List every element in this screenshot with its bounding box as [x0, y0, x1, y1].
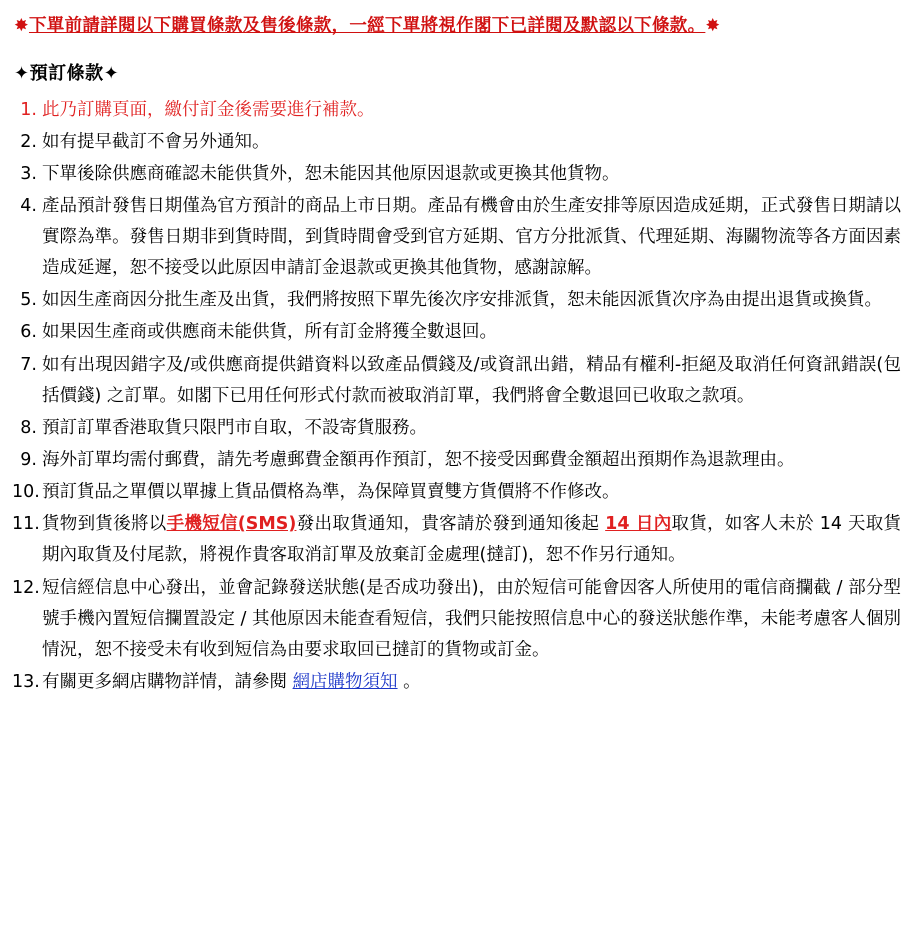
term-text: 如果因生產商或供應商未能供貨，所有訂金將獲全數退回。	[42, 322, 497, 343]
term-item	[12, 159, 901, 190]
term-text	[42, 509, 901, 571]
term-number: 7.	[20, 354, 37, 375]
term-text: 如有提早截訂不會另外通知。	[42, 131, 270, 152]
emphasis-text: 14 日內	[605, 514, 672, 535]
terms-list	[8, 95, 905, 699]
term-item	[12, 445, 901, 476]
term-item	[12, 191, 901, 284]
term-number: 13.	[12, 672, 40, 693]
term-text: 短信經信息中心發出，並會記錄發送狀態(是否成功發出)，由於短信可能會因客人所使用的電信商攔截 / 部分型號手機內置短信攔置設定 / 其他原因未能查看短信，我們只能按照信息中心的發送狀態作準，未能考慮客人個別情況，恕不接受未有收到短信為由要求取回已撻訂的貨物或訂金。	[42, 577, 901, 660]
term-number: 4.	[20, 195, 37, 216]
term-text-part: 。	[397, 672, 421, 693]
term-number: 6.	[20, 322, 37, 343]
term-text-part: 取貨，如客人未於 14 天取貨期內取貨及付尾款，將視作貴客取消訂單及放棄訂金處理(撻訂)，恕不作另行通知。	[42, 514, 901, 566]
term-text	[42, 667, 901, 698]
term-item	[12, 477, 901, 508]
term-text: 產品預計發售日期僅為官方預計的商品上市日期。產品有機會由於生產安排等原因造成延期，正式發售日期請以實際為準。發售日期非到貨時間，到貨時間會受到官方延期、官方分批派貨、代理延期、海關物流等各方面因素造成延遲，恕不接受以此原因申請訂金退款或更換其他貨物，感謝諒解。	[42, 195, 901, 279]
term-number: 12.	[12, 577, 40, 598]
term-item	[12, 317, 901, 348]
term-item	[12, 350, 901, 412]
term-text-part: 有關更多網店購物詳情，請參閱	[42, 672, 293, 693]
term-text: 如有出現因錯字及/或供應商提供錯資料以致產品價錢及/或資訊出錯，精品有權利-拒絕及取消任何資訊錯誤(包括價錢) 之訂單。如閣下已用任何形式付款而被取消訂單，我們將會全數退回已收取之款項。	[42, 354, 901, 406]
star-right-icon: ✸	[705, 16, 721, 36]
emphasis-text: 手機短信(SMS)	[166, 514, 297, 535]
term-item	[12, 509, 901, 571]
shop-guide-link[interactable]: 網店購物須知	[292, 672, 398, 693]
term-item	[12, 573, 901, 666]
term-number: 11.	[12, 514, 40, 535]
term-number: 9.	[20, 450, 37, 471]
term-number: 5.	[20, 290, 37, 311]
term-number: 10.	[12, 482, 40, 503]
term-item	[12, 127, 901, 158]
term-item	[12, 95, 901, 126]
term-text: 下單後除供應商確認未能供貨外，恕未能因其他原因退款或更換其他貨物。	[42, 163, 620, 184]
term-text: 預訂訂單香港取貨只限門市自取，不設寄貨服務。	[42, 417, 427, 438]
term-item	[12, 667, 901, 698]
term-number: 1.	[20, 99, 37, 120]
term-text: 如因生產商因分批生產及出貨，我們將按照下單先後次序安排派貨，恕未能因派貨次序為由提出退貨或換貨。	[42, 290, 882, 311]
star-left-icon: ✸	[14, 16, 29, 36]
term-text-part: 貨物到貨後將以	[42, 514, 167, 535]
header-warning-text: 下單前請詳閱以下購買條款及售後條款，一經下單將視作閣下已詳閱及默認以下條款。	[28, 16, 706, 36]
term-number: 3.	[20, 163, 37, 184]
term-item	[12, 285, 901, 316]
term-number: 2.	[20, 131, 37, 152]
term-number: 8.	[20, 417, 37, 438]
term-text: 預訂貨品之單價以單據上貨品價格為準，為保障買賣雙方貨價將不作修改。	[42, 482, 620, 503]
term-item	[12, 413, 901, 444]
term-text-part: 發出取貨通知，貴客請於發到通知後起	[296, 514, 606, 535]
section-title: ✦預訂條款✦	[14, 62, 120, 84]
term-text: 海外訂單均需付郵費，請先考慮郵費金額再作預訂，恕不接受因郵費金額超出預期作為退款理由。	[42, 450, 795, 471]
header-warning	[14, 14, 905, 39]
term-text: 此乃訂購頁面，繳付訂金後需要進行補款。	[42, 99, 375, 120]
